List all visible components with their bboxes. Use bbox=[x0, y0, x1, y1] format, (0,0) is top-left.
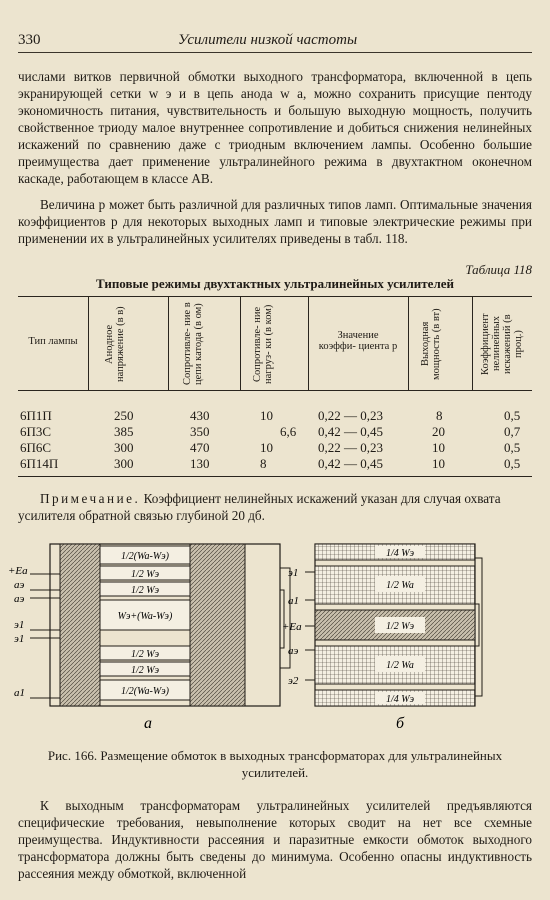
winding-label: 1/2 Wэ bbox=[130, 585, 160, 596]
cell-distortion: 0,5 bbox=[504, 408, 521, 423]
note-label: Примечание. bbox=[40, 491, 141, 506]
col-divider bbox=[88, 296, 89, 390]
cell-distortion: 0,5 bbox=[504, 440, 521, 455]
cell-anode: 300 bbox=[114, 440, 134, 455]
terminal-label: aэ bbox=[14, 579, 25, 591]
diagram-a-label: а bbox=[144, 715, 152, 732]
winding bbox=[100, 662, 190, 676]
table-118 bbox=[18, 296, 532, 476]
winding-label: Wэ+(Wa-Wэ) bbox=[117, 611, 173, 622]
terminal-label: э1 bbox=[288, 567, 299, 579]
winding-label: 1/2 Wa bbox=[386, 580, 414, 591]
core-left-hatch bbox=[60, 544, 100, 706]
table-title: Типовые режимы двухтактных ультралинейных усилителей bbox=[95, 276, 455, 291]
cell-power: 10 bbox=[432, 456, 445, 471]
cell-power: 20 bbox=[432, 424, 445, 439]
cell-cathode: 470 bbox=[190, 440, 210, 455]
winding-label-box bbox=[375, 576, 425, 592]
col-divider bbox=[408, 296, 409, 390]
core-right-hatch bbox=[190, 544, 245, 706]
table-number: Таблица 118 bbox=[465, 262, 532, 277]
header-coefficient-p: Значение коэффи- циента p bbox=[318, 330, 398, 352]
terminal-label: aэ bbox=[14, 593, 25, 605]
table-bottom-rule bbox=[18, 476, 532, 477]
terminal-label: +Eа bbox=[8, 565, 28, 577]
cell-cathode: 350 bbox=[190, 424, 210, 439]
page-header bbox=[18, 32, 532, 53]
cell-power: 10 bbox=[432, 440, 445, 455]
cell-distortion: 0,7 bbox=[504, 424, 521, 439]
figure-166 bbox=[8, 538, 530, 738]
cell-p: 0,42 — 0,45 bbox=[318, 424, 383, 439]
paragraph-1: числами витков первичной обмотки выходного трансформатора, включенной в цепь экранирующей сетки w э и в цепь анода w а, можно сохранить присущие пентоду экономичность питания, чувствительность и большую выходную мощность, получить свойственное триоду малое внутреннее сопротивление и добиться снижения нелинейных искажений по сравнению даже с триодным включением лампы. Особенно большие преимущества дает применение ультралинейного режима в двухтактном оконечном каскаде, работающем в классе АВ. bbox=[18, 69, 532, 186]
winding-label-box bbox=[375, 656, 425, 672]
winding-label-box bbox=[375, 692, 425, 705]
cell-power: 8 bbox=[436, 408, 443, 423]
winding bbox=[100, 680, 190, 700]
cell-distortion: 0,5 bbox=[504, 456, 521, 471]
figure-caption: Рис. 166. Размещение обмоток в выходных трансформаторах для ультралинейных усилителей. bbox=[47, 748, 503, 780]
header-cathode-resistance: Сопротивле- ние в цепи катода (в ом) bbox=[182, 302, 204, 386]
winding-label: 1/2(Wa-Wэ) bbox=[121, 551, 169, 562]
winding bbox=[100, 646, 190, 660]
cell-p: 0,22 — 0,23 bbox=[318, 408, 383, 423]
col-divider bbox=[308, 296, 309, 390]
cell-cathode: 430 bbox=[190, 408, 210, 423]
cell-load: 6,6 bbox=[280, 424, 297, 439]
table-note bbox=[18, 490, 532, 524]
diagram-b-label: б bbox=[395, 715, 405, 732]
cell-load: 10 bbox=[260, 440, 273, 455]
table-top-rule bbox=[18, 296, 532, 297]
header-output-power: Выходная мощность (в вт) bbox=[420, 308, 442, 380]
terminal-label: э1 bbox=[14, 633, 25, 645]
terminal-label: a1 bbox=[288, 595, 299, 607]
terminal-label: +Eа bbox=[282, 621, 302, 633]
paragraph-3: К выходным трансформаторам ультралинейных усилителей предъявляются специфические требования, невыполнение которых сводит на нет все схемные преимущества. Индуктивности рассеяния и паразитные емкости обмоток выходного трансформатора должны быть сведены до минимума. Особенно опасны индуктивность рассеяния между обмоткой, включенной bbox=[18, 798, 532, 881]
cell-load: 10 bbox=[260, 408, 273, 423]
terminal-label: a1 bbox=[14, 687, 25, 699]
page-number: 330 bbox=[18, 32, 41, 48]
cell-anode: 300 bbox=[114, 456, 134, 471]
winding-label: 1/2 Wэ bbox=[130, 569, 160, 580]
header-anode-voltage: Анодное напряжение (в в) bbox=[104, 306, 126, 382]
col-divider bbox=[168, 296, 169, 390]
cell-anode: 385 bbox=[114, 424, 134, 439]
diagram-a bbox=[8, 544, 290, 732]
cell-load: 8 bbox=[260, 456, 267, 471]
terminal-label: aэ bbox=[288, 645, 299, 657]
cell-lamp: 6П1П bbox=[20, 408, 52, 423]
header-load-resistance: Сопротивле- ние нагруз- ки (в ком) bbox=[252, 304, 274, 384]
diagram-b bbox=[282, 544, 482, 732]
winding-label: 1/2 Wэ bbox=[385, 621, 415, 632]
note-text: Коэффициент нелинейных искажений указан для случая охвата усилителя обратной связью глубиной 20 дб. bbox=[18, 491, 501, 523]
winding-label: 1/2(Wa-Wэ) bbox=[121, 686, 169, 697]
winding-label-box bbox=[375, 617, 425, 633]
cell-lamp: 6П6С bbox=[20, 440, 52, 455]
winding-label: 1/4 Wэ bbox=[385, 548, 415, 559]
cell-cathode: 130 bbox=[190, 456, 210, 471]
cell-anode: 250 bbox=[114, 408, 134, 423]
winding bbox=[100, 600, 190, 630]
col-divider bbox=[472, 296, 473, 390]
header-lamp-type: Тип лампы bbox=[28, 336, 78, 347]
cell-p: 0,22 — 0,23 bbox=[318, 440, 383, 455]
cell-lamp: 6П3С bbox=[20, 424, 52, 439]
running-title: Усилители низкой частоты bbox=[178, 32, 358, 48]
winding-label: 1/2 Wэ bbox=[130, 665, 160, 676]
winding-label: 1/4 Wэ bbox=[385, 694, 415, 705]
winding-label: 1/2 Wэ bbox=[130, 649, 160, 660]
paragraph-2: Величина p может быть различной для различных типов ламп. Оптимальные значения коэффициентов p для некоторых выходных ламп и типовые электрические режимы при применении их в ультралинейных усилителях приведены в табл. 118. bbox=[18, 197, 532, 246]
terminal-label: э2 bbox=[288, 675, 299, 687]
winding bbox=[100, 566, 190, 580]
winding-label-box bbox=[375, 546, 425, 559]
cell-lamp: 6П14П bbox=[20, 456, 59, 471]
table-header-rule bbox=[18, 390, 532, 391]
cell-p: 0,42 — 0,45 bbox=[318, 456, 383, 471]
winding bbox=[100, 546, 190, 564]
winding-label: 1/2 Wa bbox=[386, 660, 414, 671]
col-divider bbox=[240, 296, 241, 390]
winding bbox=[100, 582, 190, 596]
terminal-label: э1 bbox=[14, 619, 25, 631]
header-distortion: Коэффициент нелинейных искажений (в проц.) bbox=[480, 313, 524, 375]
